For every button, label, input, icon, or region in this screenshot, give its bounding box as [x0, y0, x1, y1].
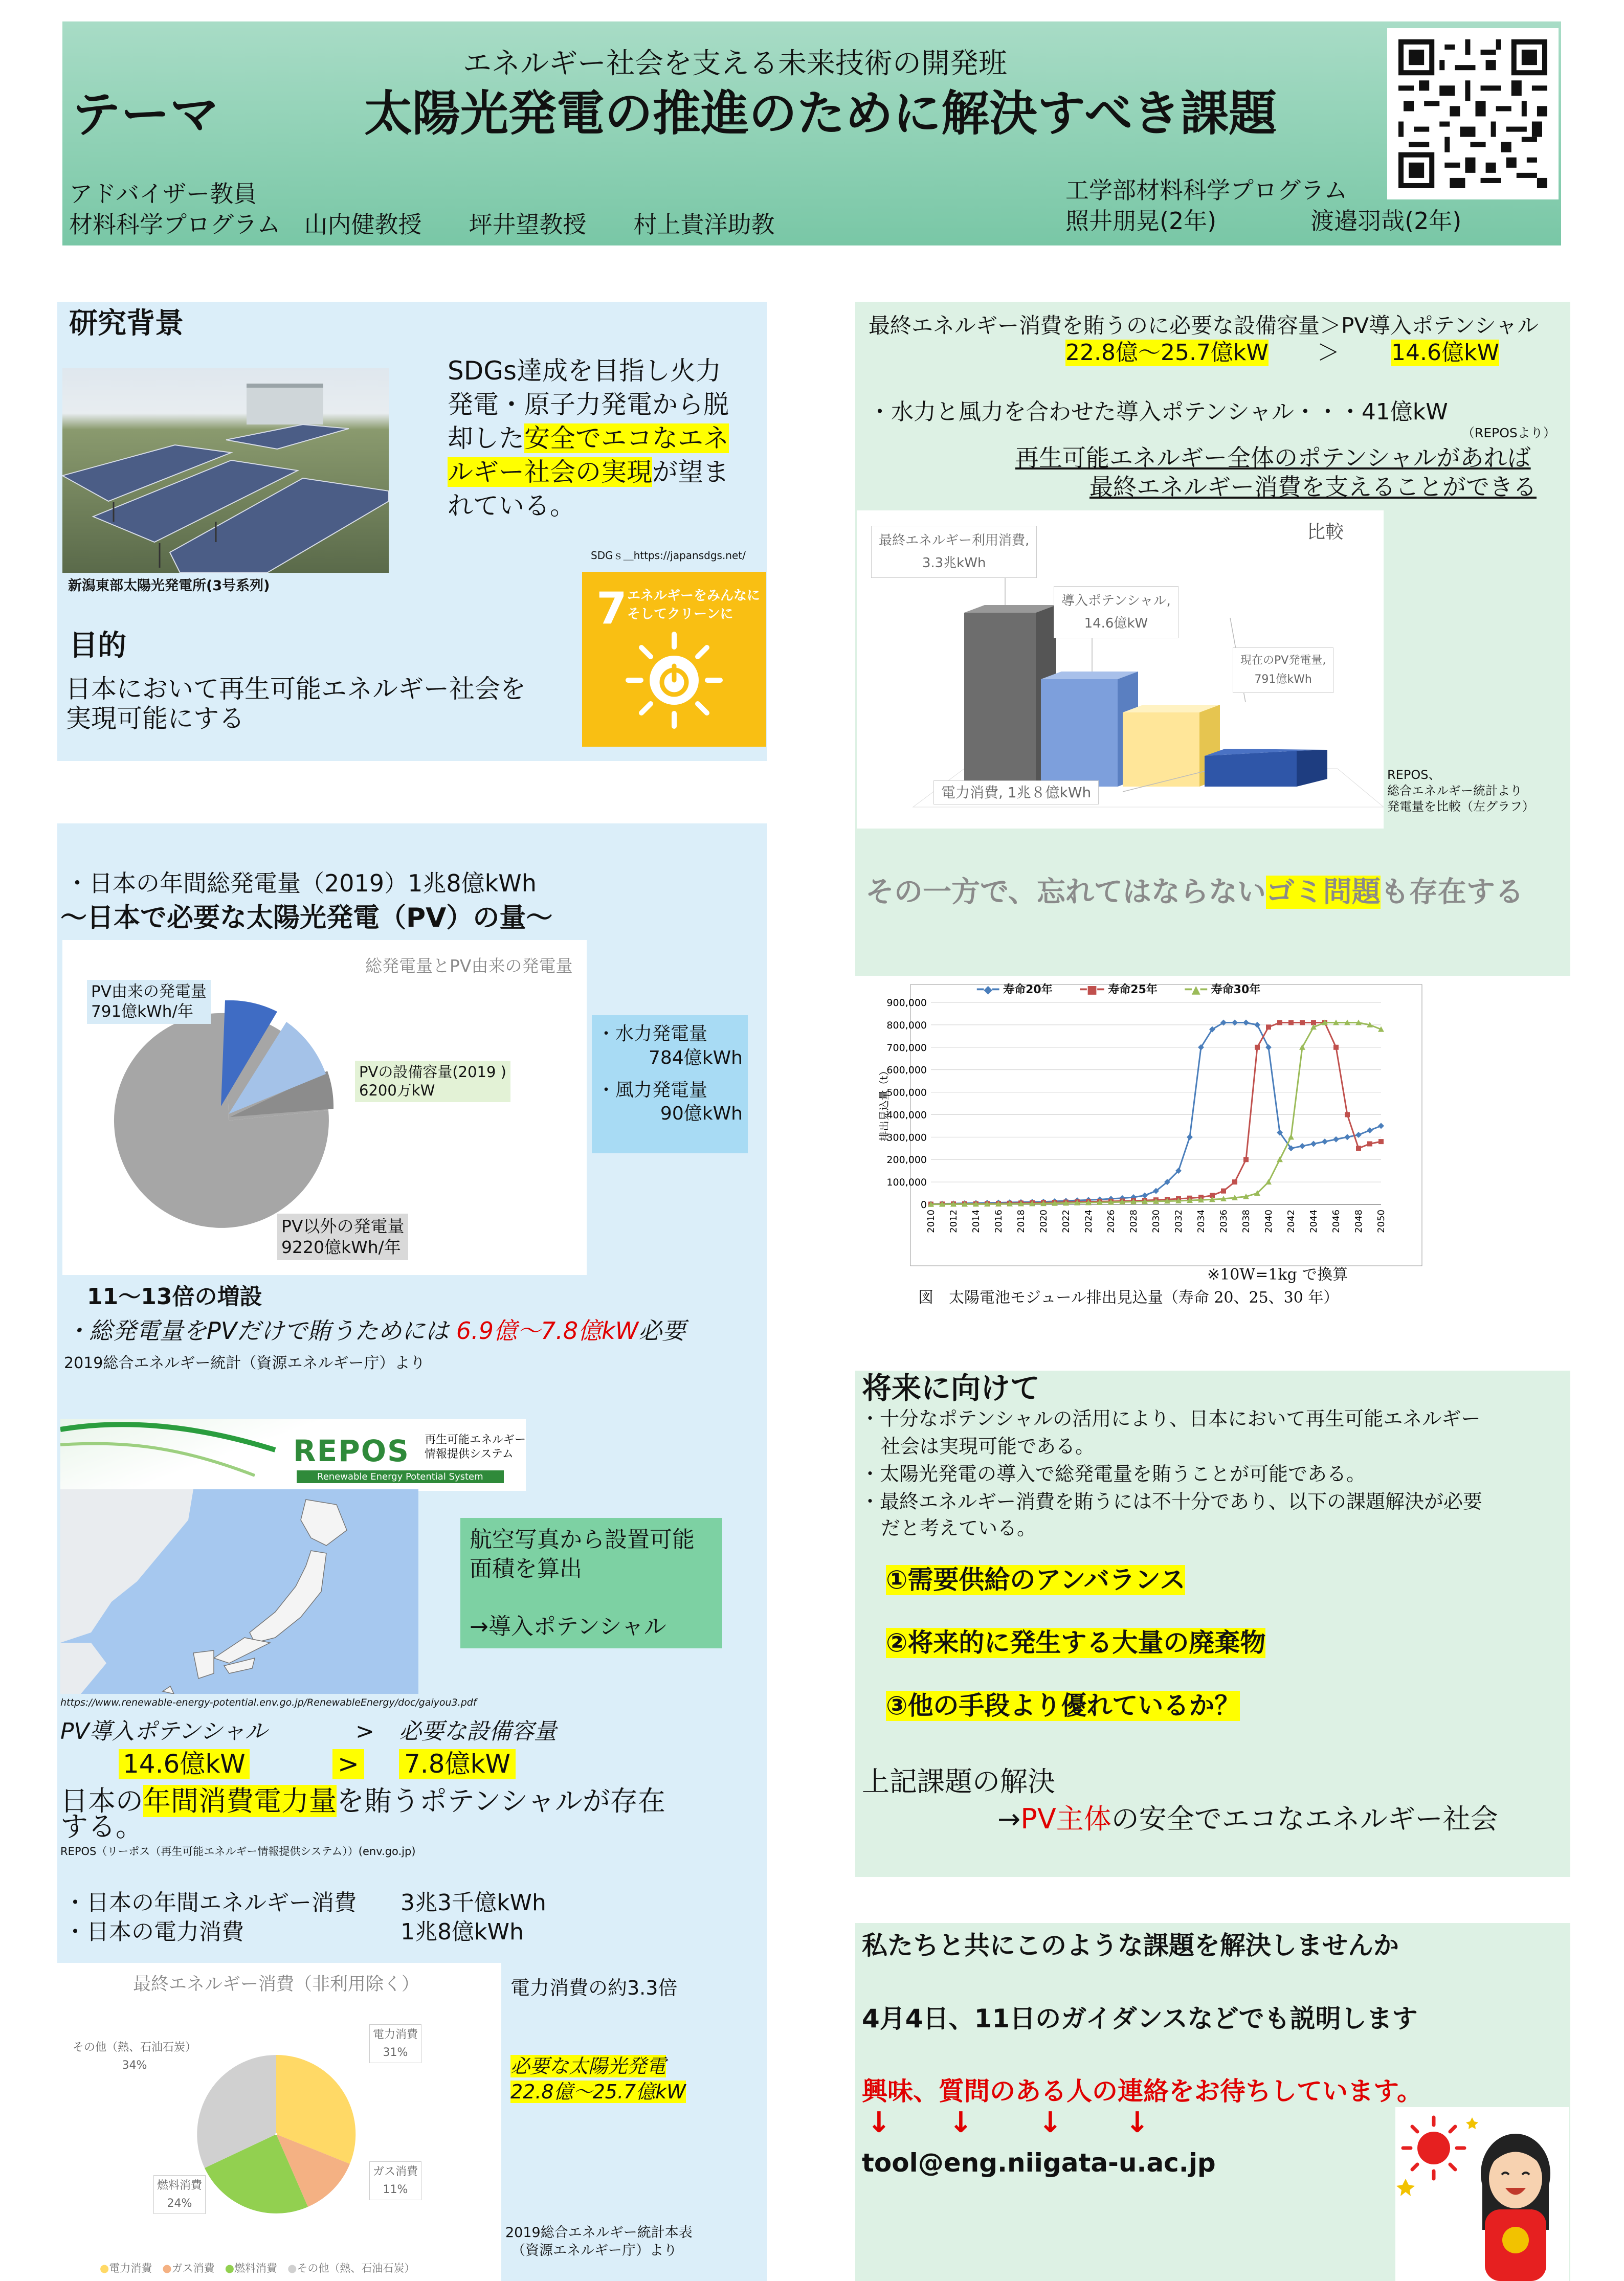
bar-label-current — [1233, 647, 1333, 693]
y-tick-label: 400,000 — [886, 1109, 927, 1121]
comparison-gt: ＞ — [1317, 340, 1340, 366]
contact-arrow-2: ↓ — [949, 2106, 973, 2139]
hydro-label: ・水力発電量 — [597, 1023, 708, 1044]
y-tick-label: 500,000 — [886, 1087, 927, 1099]
comparison-value-a: 22.8億〜25.7億kW — [1065, 340, 1269, 366]
aerial-line-2: 面積を算出 — [470, 1556, 582, 1582]
y-axis-label: 排出見込量（t） — [878, 1065, 890, 1142]
conclusion-line-2: 最終エネルギー消費を支えることができる — [1089, 473, 1537, 501]
x-tick-label: 2020 — [1038, 1210, 1049, 1233]
repos-wordmark: REPOS — [293, 1434, 410, 1468]
x-tick-label: 2038 — [1241, 1210, 1252, 1233]
bar-label-potential-name: 導入ポテンシャル, — [1061, 593, 1171, 609]
donut-label-fuel — [153, 2175, 206, 2214]
sdg-text-1: エネルギーをみんなに — [627, 588, 761, 603]
legend-25: 寿命25年 — [1108, 983, 1158, 996]
point-marker — [1266, 1024, 1271, 1030]
label-pv-capacity-line-1: PVの設備容量(2019 ) — [359, 1063, 506, 1081]
donut-label-other-pct: 34% — [122, 2059, 147, 2072]
label-pv-generation-line-1: PV由来の発電量 — [91, 982, 207, 1001]
x-tick-label: 2030 — [1151, 1210, 1162, 1233]
solve-red: PV主体 — [1020, 1803, 1111, 1835]
label-other-line-1: PV以外の発電量 — [281, 1216, 405, 1236]
repos-sub-1: 再生可能エネルギー — [425, 1434, 526, 1446]
future-p3a: ・最終エネルギー消費を賄うには不十分であり、以下の課題解決が必要 — [860, 1490, 1483, 1513]
comparison-value-b: 14.6億kW — [1391, 340, 1499, 366]
purpose-line-1: 日本において再生可能エネルギー社会を — [65, 674, 526, 704]
exists-highlight: 年間消費電力量 — [143, 1785, 337, 1817]
label-other-generation — [277, 1214, 408, 1260]
background-line-3: 却した — [448, 423, 524, 453]
point-marker — [1333, 1045, 1339, 1050]
purpose-line-2: 実現可能にする — [65, 704, 244, 733]
cover-line — [65, 1317, 685, 1345]
aerial-line-1: 航空写真から設置可能 — [470, 1527, 695, 1553]
pv-heading: 〜日本で必要な太陽光発電（PV）の量〜 — [60, 903, 553, 933]
bar-label-final — [871, 526, 1037, 578]
background-highlight-1: 安全でエコなエネ — [524, 423, 729, 453]
future-p1a: ・十分なポテンシャルの活用により、日本において再生可能エネルギー — [860, 1407, 1481, 1430]
donut-label-power-name: 電力消費 — [373, 2028, 418, 2041]
cover-value: 6.9億〜7.8億kW — [456, 1317, 639, 1345]
y-tick-label: 300,000 — [886, 1132, 927, 1144]
hydro-wind-potential: ・水力と風力を合わせた導入ポテンシャル・・・41億kW — [869, 399, 1448, 425]
donut-label-fuel-name: 燃料消費 — [157, 2179, 203, 2192]
theme-label: テーマ — [72, 86, 219, 143]
qr-code-image — [1398, 39, 1547, 188]
y-tick-label: 600,000 — [886, 1064, 927, 1076]
wind-value: 90億kWh — [660, 1103, 743, 1125]
bar-label-final-name: 最終エネルギー利用消費, — [879, 533, 1030, 548]
future-p2: ・太陽光発電の導入で総発電量を賄うことが可能である。 — [860, 1463, 1366, 1485]
contact-line-3: 興味、質問のある人の連絡をお待ちしています。 — [862, 2076, 1422, 2106]
photo-caption: 新潟東部太陽光発電所(3号系列) — [68, 578, 270, 594]
donut-label-gas — [369, 2161, 421, 2200]
label-pv-capacity — [355, 1061, 510, 1102]
repos-note: （REPOSより） — [1462, 426, 1556, 440]
background-highlight-2: ルギー社会の実現 — [448, 457, 652, 487]
x-tick-label: 2050 — [1376, 1210, 1387, 1233]
purpose-heading: 目的 — [69, 629, 126, 662]
point-marker — [1288, 1020, 1294, 1025]
waste-highlight: ゴミ問題 — [1265, 876, 1381, 909]
bar-note-3: 発電量を比較（左グラフ） — [1387, 799, 1534, 814]
power-use-value: 1兆8億kWh — [401, 1919, 524, 1945]
y-tick-label: 700,000 — [886, 1042, 927, 1054]
chart-legend: ━◆━ 寿命20年 ━■━ 寿命25年 ━▲━ 寿命30年 — [977, 983, 1261, 996]
hydro-wind-box — [592, 1015, 748, 1153]
contact-arrow-3: ↓ — [1038, 2106, 1062, 2139]
background-line-5: れている。 — [448, 491, 575, 521]
background-heading: 研究背景 — [69, 307, 184, 340]
y-tick-label: 900,000 — [886, 997, 927, 1009]
energy-use-label: ・日本の年間エネルギー消費 — [64, 1890, 357, 1916]
need-value-text: 22.8億〜25.7億kW — [510, 2081, 686, 2103]
pie-title: 総発電量とPV由来の発電量 — [365, 956, 573, 976]
department: 工学部材料科学プログラム — [1065, 176, 1348, 204]
donut-label-other — [73, 2039, 196, 2074]
qr-code[interactable] — [1387, 28, 1559, 199]
point-marker — [1243, 1157, 1249, 1162]
background-line-1: SDGs達成を目指し火力 — [448, 356, 722, 386]
aerial-box — [460, 1518, 722, 1648]
label-pv-generation-line-2: 791億kWh/年 — [91, 1002, 193, 1021]
donut-title: 最終エネルギー消費（非利用除く） — [133, 1974, 420, 1995]
value-right: 7.8億kW — [399, 1749, 516, 1779]
sdg-source[interactable]: SDGｓ＿https://japansdgs.net/ — [591, 549, 746, 562]
donut-legend-3: 燃料消費 — [234, 2262, 278, 2274]
japan-map — [60, 1489, 418, 1694]
header-subtitle: エネルギー社会を支える未来技術の開発班 — [463, 47, 1007, 80]
annual-generation: ・日本の年間総発電量（2019）1兆8億kWh — [65, 869, 537, 897]
point-marker — [1345, 1112, 1350, 1117]
point-marker — [1232, 1179, 1237, 1184]
hydro-value: 784億kWh — [649, 1047, 743, 1068]
bar-potential — [1041, 679, 1118, 787]
wind-label: ・風力発電量 — [597, 1079, 708, 1101]
repos-english: Renewable Energy Potential System — [297, 1470, 504, 1483]
x-tick-label: 2026 — [1106, 1210, 1117, 1233]
x-tick-label: 2024 — [1083, 1210, 1094, 1233]
cover-suffix: 必要 — [638, 1317, 686, 1345]
waste-line — [865, 876, 1524, 909]
donut-source-1: 2019総合エネルギー統計本表 — [505, 2225, 693, 2241]
bar-label-current-value: 791億kWh — [1254, 673, 1312, 686]
sun-power-icon — [623, 629, 725, 731]
x-tick-label: 2044 — [1308, 1210, 1319, 1233]
ratio-note: 電力消費の約3.3倍 — [510, 1977, 678, 1999]
future-p3b: だと考えている。 — [881, 1517, 1037, 1539]
advisor-label: アドバイザー教員 — [69, 180, 257, 208]
solve-heading: 上記課題の解決 — [862, 1765, 1055, 1798]
donut-legend: ●電力消費 ●ガス消費 ●燃料消費 ●その他（熱、石油石炭） — [100, 2262, 415, 2274]
repos-logo — [60, 1419, 526, 1491]
repos-reference[interactable]: REPOS（リーポス（再生可能エネルギー情報提供システム））(env.go.jp) — [60, 1845, 416, 1858]
issue-1: ①需要供給のアンバランス — [886, 1565, 1186, 1595]
y-tick-label: 0 — [920, 1199, 927, 1211]
contact-line-1: 私たちと共にこのような課題を解決しませんか — [862, 1931, 1399, 1960]
exists-line-2: する。 — [60, 1810, 143, 1843]
map-source-url[interactable]: https://www.renewable-energy-potential.env.go.jp/RenewableEnergy/doc/gaiyou3.pdf — [60, 1697, 477, 1708]
point-marker — [1277, 1020, 1282, 1025]
issue-3: ③他の手段より優れているか？ — [886, 1691, 1240, 1720]
advisor-names: 材料科学プログラム 山内健教授 坪井望教授 村上貴洋助教 — [69, 211, 775, 238]
donut-legend-4: その他（熱、石油石炭） — [297, 2262, 415, 2274]
label-pv-capacity-line-2: 6200万kW — [359, 1082, 435, 1100]
donut-label-power — [369, 2024, 421, 2063]
comparison-bar-chart — [857, 510, 1384, 829]
x-tick-label: 2010 — [926, 1210, 937, 1233]
donut-label-gas-pct: 11% — [383, 2183, 408, 2197]
aerial-line-3: →導入ポテンシャル — [470, 1614, 666, 1640]
background-text — [448, 354, 754, 523]
x-tick-label: 2014 — [971, 1210, 982, 1233]
x-tick-label: 2048 — [1353, 1210, 1364, 1233]
x-tick-label: 2032 — [1173, 1210, 1184, 1233]
increase-note: 11〜13倍の増設 — [87, 1284, 262, 1310]
bar-chart-note — [1387, 767, 1534, 815]
contact-line-2: 4月4日、11日のガイダンスなどでも説明します — [862, 2004, 1418, 2033]
y-tick-label: 800,000 — [886, 1019, 927, 1031]
future-p1b: 社会は実現可能である。 — [881, 1435, 1095, 1458]
point-marker — [1255, 1045, 1260, 1050]
solar-farm-photo — [62, 368, 389, 573]
point-marker — [1356, 1146, 1361, 1151]
mascot-illustration — [1395, 2107, 1569, 2281]
need-label-text: 必要な太陽光発電 — [510, 2055, 666, 2077]
waste-part-1: その一方で、忘れてはならない — [865, 876, 1266, 909]
bar-chart-title: 比較 — [1307, 522, 1344, 543]
point-marker — [1367, 1142, 1372, 1147]
background-line-4: が望ま — [652, 457, 729, 487]
contact-arrow-4: ↓ — [1125, 2106, 1149, 2139]
sdg-number: 7 — [596, 583, 627, 634]
chart-note: ※10W=1kg で換算 — [1207, 1266, 1348, 1284]
cover-prefix: ・総発電量をPVだけで賄うためには — [65, 1317, 449, 1345]
energy-use-value: 3兆3千億kWh — [401, 1890, 546, 1916]
donut-label-fuel-pct: 24% — [167, 2197, 192, 2210]
compare-gt: > — [355, 1718, 374, 1745]
energy-donut-chart — [51, 1963, 501, 2281]
stats-source: 2019総合エネルギー統計（資源エネルギー庁）より — [64, 1354, 426, 1372]
need-label — [510, 2055, 666, 2078]
waste-part-3: も存在する — [1380, 876, 1524, 909]
generation-pie-chart — [62, 940, 587, 1275]
x-tick-label: 2018 — [1016, 1210, 1027, 1233]
label-other-line-2: 9220億kWh/年 — [281, 1237, 401, 1258]
exists-part-1: 日本の — [60, 1785, 143, 1817]
y-tick-label: 100,000 — [886, 1177, 927, 1189]
donut-label-other-name: その他（熱、石油石炭） — [73, 2041, 197, 2054]
issue-2: ②将来的に発生する大量の廃棄物 — [886, 1628, 1266, 1658]
x-tick-label: 2028 — [1128, 1210, 1139, 1233]
donut-legend-2: ガス消費 — [171, 2262, 215, 2274]
future-heading: 将来に向けて — [862, 1371, 1040, 1405]
solve-arrow: → — [997, 1803, 1021, 1835]
sun-icon — [1403, 2117, 1464, 2179]
y-tick-label: 200,000 — [886, 1154, 927, 1166]
bar-label-power: 電力消費, 1兆８億kWh — [933, 780, 1099, 804]
x-tick-label: 2016 — [993, 1210, 1004, 1233]
bar-note-1: REPOS、 — [1387, 768, 1441, 782]
point-marker — [1378, 1139, 1384, 1144]
donut-svg — [51, 1963, 501, 2281]
exists-part-3: を賄うポテンシャルが存在 — [337, 1785, 665, 1817]
contact-arrow-1: ↓ — [867, 2106, 891, 2139]
exists-line — [60, 1785, 665, 1818]
donut-legend-1: 電力消費 — [109, 2262, 152, 2274]
bar-final-energy — [964, 613, 1036, 787]
background-line-2: 発電・原子力発電から脱 — [448, 390, 729, 419]
repos-sub-2: 情報提供システム — [425, 1448, 514, 1461]
bar-label-potential-value: 14.6億kW — [1084, 616, 1148, 632]
conclusion-line-1: 再生可能エネルギー全体のポテンシャルがあれば — [1015, 444, 1531, 472]
point-marker — [1300, 1020, 1305, 1025]
sdg7-badge — [582, 572, 766, 747]
solve-line — [997, 1803, 1498, 1836]
power-use-label: ・日本の電力消費 — [64, 1919, 244, 1945]
contact-email[interactable]: tool@eng.niigata-u.ac.jp — [862, 2148, 1216, 2178]
x-tick-label: 2012 — [948, 1210, 959, 1233]
legend-20: 寿命20年 — [1003, 983, 1053, 996]
point-marker — [1221, 1189, 1226, 1194]
x-tick-label: 2022 — [1061, 1210, 1072, 1233]
donut-label-power-pct: 31% — [383, 2046, 408, 2060]
x-tick-label: 2040 — [1263, 1210, 1274, 1233]
bar-note-2: 総合エネルギー統計より — [1387, 784, 1522, 798]
x-tick-label: 2034 — [1196, 1210, 1207, 1233]
need-value — [510, 2081, 686, 2104]
bar-label-final-value: 3.3兆kWh — [922, 555, 986, 571]
student-names: 照井朋晃(2年) 渡邉羽哉(2年) — [1065, 207, 1462, 235]
comparison-line-1: 最終エネルギー消費を賄うのに必要な設備容量＞PV導入ポテンシャル — [869, 313, 1539, 338]
compare-right: 必要な設備容量 — [399, 1718, 557, 1745]
compare-left: PV導入ポテンシャル — [60, 1718, 268, 1745]
sdg-text-2: そしてクリーンに — [627, 607, 733, 622]
label-pv-generation — [87, 980, 211, 1024]
bar-label-current-name: 現在のPV発電量, — [1240, 654, 1326, 667]
donut-source-2: （資源エネルギー庁）より — [511, 2243, 677, 2258]
value-gt: > — [332, 1749, 364, 1779]
chart-caption: 図 太陽電池モジュール排出見込量（寿命 20、25、30 年） — [918, 1289, 1339, 1307]
solve-rest: の安全でエコなエネルギー社会 — [1111, 1803, 1498, 1835]
x-tick-label: 2042 — [1286, 1210, 1297, 1233]
x-tick-label: 2046 — [1331, 1210, 1342, 1233]
legend-30: 寿命30年 — [1211, 983, 1261, 996]
poster-title: 太陽光発電の推進のために解決すべき課題 — [364, 86, 1277, 142]
x-tick-label: 2036 — [1218, 1210, 1229, 1233]
bar-power-use — [1205, 751, 1297, 787]
waste-line-chart — [870, 979, 1432, 1321]
value-left: 14.6億kW — [119, 1749, 250, 1779]
donut-label-gas-name: ガス消費 — [373, 2165, 418, 2178]
bar-label-potential — [1054, 586, 1178, 638]
